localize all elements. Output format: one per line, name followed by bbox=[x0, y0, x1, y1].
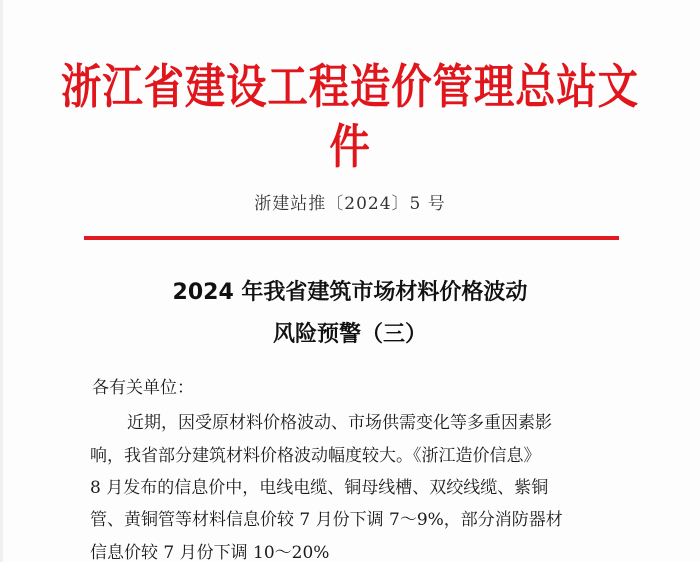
body-line: 近期，因受原材料价格波动、市场供需变化等多重因素影 bbox=[127, 413, 552, 433]
salutation: 各有关单位： bbox=[92, 378, 194, 398]
document-heading-line-2: 风险预警（三） bbox=[272, 322, 427, 347]
body-line: 响，我省部分建筑材料价格波动幅度较大。《浙江造价信息》 bbox=[90, 446, 541, 466]
body-line: 信息价较 7 月份下调 10～20% bbox=[90, 543, 330, 563]
document-number: 浙建站推〔2024〕5 号 bbox=[254, 194, 446, 214]
body-line: 管、黄铜管等材料信息价较 7 月份下调 7～9%，部分消防器材 bbox=[90, 510, 563, 530]
body-line: 8 月发布的信息价中，电线电缆、铜母线槽、双绞线缆、紫铜 bbox=[90, 478, 549, 498]
red-divider-rule bbox=[84, 236, 619, 240]
issuing-authority-header: 浙江省建设工程造价管理总站文件 bbox=[61, 60, 639, 175]
document-heading-line-1: 2024 年我省建筑市场材料价格波动 bbox=[172, 280, 528, 305]
